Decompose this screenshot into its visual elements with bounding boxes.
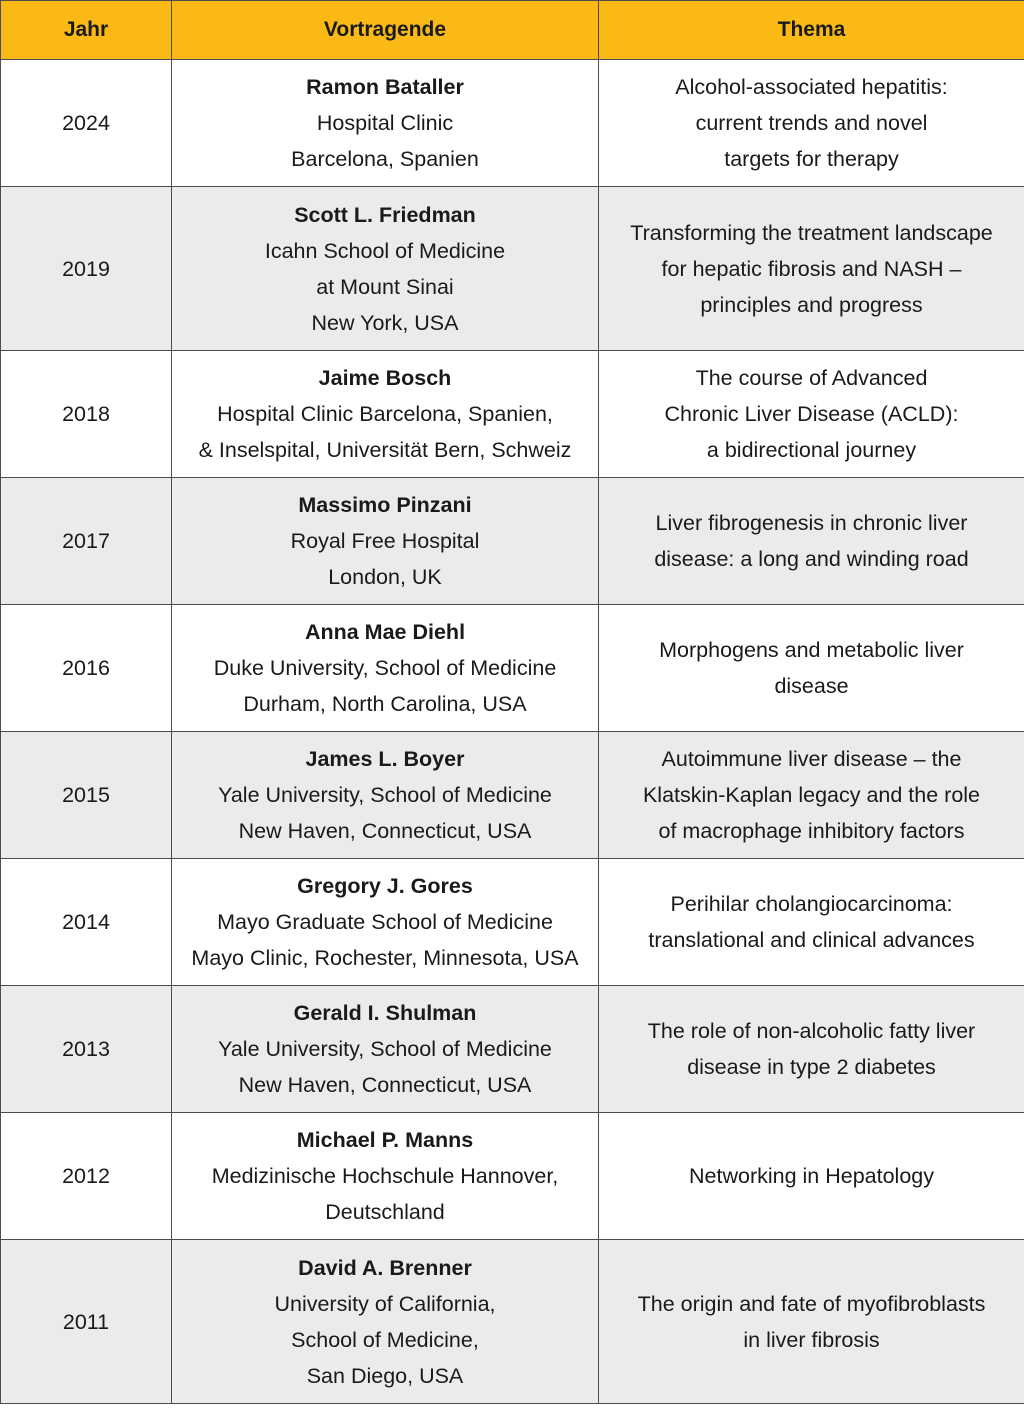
topic-line: The course of Advanced [695, 366, 928, 390]
speaker-affiliation-line: Hospital Clinic Barcelona, Spanien, [217, 402, 553, 426]
speaker-cell [172, 1113, 599, 1240]
speaker-affiliation-line: Duke University, School of Medicine [213, 656, 557, 680]
speaker-affiliation-line: Royal Free Hospital [290, 529, 480, 553]
year-cell: 2018 [1, 351, 172, 478]
topic-line: for hepatic fibrosis and NASH – [661, 256, 962, 281]
topic-cell [599, 60, 1024, 187]
topic-line: Alcohol-associated hepatitis: [675, 75, 948, 99]
speaker-affiliation-line: Yale University, School of Medicine [218, 783, 552, 807]
speaker-cell [172, 187, 599, 351]
speaker-name: Jaime Bosch [318, 366, 452, 390]
speaker-affiliation-line: School of Medicine, [291, 1327, 479, 1352]
table-row [1, 478, 1024, 605]
speaker-affiliation-line: New York, USA [311, 310, 459, 335]
topic-line: principles and progress [700, 292, 923, 317]
topic-cell [599, 986, 1024, 1113]
table-row [1, 986, 1024, 1113]
speaker-affiliation-line: Hospital Clinic [316, 111, 454, 135]
speaker-affiliation-line: Icahn School of Medicine [264, 238, 506, 263]
table-row [1, 732, 1024, 859]
topic-line: Transforming the treatment landscape [630, 220, 993, 245]
topic-line: disease: a long and winding road [654, 547, 969, 571]
year-cell: 2017 [1, 478, 172, 605]
table-row [1, 351, 1024, 478]
speaker-name: Gerald I. Shulman [293, 1001, 477, 1025]
header-row [1, 1, 1024, 60]
speaker-affiliation-line: Mayo Clinic, Rochester, Minnesota, USA [191, 946, 579, 970]
topic-line: Klatskin-Kaplan legacy and the role [642, 783, 981, 807]
topic-line: Liver fibrogenesis in chronic liver [655, 511, 968, 535]
speaker-cell [172, 859, 599, 986]
speaker-name: Scott L. Friedman [294, 202, 476, 227]
speaker-name: Ramon Bataller [306, 75, 464, 99]
topic-cell [599, 1240, 1024, 1404]
speaker-affiliation-line: Medizinische Hochschule Hannover, [211, 1164, 559, 1188]
topic-cell [599, 1113, 1024, 1240]
table-row [1, 60, 1024, 187]
topic-cell [599, 732, 1024, 859]
table-row [1, 1113, 1024, 1240]
topic-line: translational and clinical advances [648, 928, 975, 952]
speaker-name: Massimo Pinzani [298, 493, 472, 517]
year-cell: 2011 [1, 1240, 172, 1404]
table-body [1, 60, 1024, 1404]
topic-cell [599, 605, 1024, 732]
speaker-affiliation-line: at Mount Sinai [316, 274, 454, 299]
year-cell: 2013 [1, 986, 172, 1113]
header-speaker: Vortragende [172, 1, 599, 60]
year-cell: 2024 [1, 60, 172, 187]
speaker-cell [172, 605, 599, 732]
topic-line: current trends and novel [695, 111, 928, 135]
speaker-affiliation-line: New Haven, Connecticut, USA [238, 1073, 532, 1097]
topic-line: Perihilar cholangiocarcinoma: [670, 892, 953, 916]
speaker-name: Anna Mae Diehl [304, 620, 466, 644]
topic-line: The origin and fate of myofibroblasts [637, 1291, 986, 1316]
speaker-cell [172, 732, 599, 859]
speaker-cell [172, 351, 599, 478]
topic-cell [599, 351, 1024, 478]
topic-line: Morphogens and metabolic liver [659, 638, 964, 662]
topic-line: disease [774, 674, 849, 698]
speaker-affiliation-line: New Haven, Connecticut, USA [238, 819, 532, 843]
year-cell: 2016 [1, 605, 172, 732]
table-row [1, 859, 1024, 986]
speaker-name: James L. Boyer [305, 747, 465, 771]
topic-line: Networking in Hepatology [689, 1164, 934, 1188]
speaker-name: David A. Brenner [298, 1255, 472, 1280]
topic-cell [599, 859, 1024, 986]
speaker-cell [172, 986, 599, 1113]
year-cell: 2019 [1, 187, 172, 351]
topic-line: targets for therapy [724, 147, 899, 171]
topic-line: a bidirectional journey [706, 438, 917, 462]
speaker-affiliation-line: Mayo Graduate School of Medicine [217, 910, 553, 934]
topic-cell [599, 187, 1024, 351]
header-topic: Thema [599, 1, 1024, 60]
speaker-cell [172, 1240, 599, 1404]
table-row [1, 605, 1024, 732]
table-row [1, 1240, 1024, 1404]
speaker-cell [172, 478, 599, 605]
year-cell: 2014 [1, 859, 172, 986]
speaker-cell [172, 60, 599, 187]
header-year: Jahr [1, 1, 172, 60]
speaker-affiliation-line: & Inselspital, Universität Bern, Schweiz [198, 438, 572, 462]
year-cell: 2012 [1, 1113, 172, 1240]
year-cell: 2015 [1, 732, 172, 859]
speaker-affiliation-line: University of California, [274, 1291, 496, 1316]
topic-line: The role of non-alcoholic fatty liver [647, 1019, 976, 1043]
topic-line: disease in type 2 diabetes [687, 1055, 936, 1079]
topic-line: Autoimmune liver disease – the [661, 747, 962, 771]
speaker-name: Michael P. Manns [296, 1128, 474, 1152]
topic-line: of macrophage inhibitory factors [658, 819, 965, 843]
table-row [1, 187, 1024, 351]
speaker-affiliation-line: Barcelona, Spanien [291, 147, 479, 171]
topic-cell [599, 478, 1024, 605]
topic-line: in liver fibrosis [743, 1327, 880, 1352]
speaker-affiliation-line: San Diego, USA [306, 1363, 464, 1388]
speaker-affiliation-line: London, UK [328, 565, 442, 589]
speaker-affiliation-line: Deutschland [325, 1200, 445, 1224]
speaker-name: Gregory J. Gores [297, 874, 473, 898]
topic-line: Chronic Liver Disease (ACLD): [664, 402, 959, 426]
speaker-affiliation-line: Yale University, School of Medicine [218, 1037, 552, 1061]
speaker-affiliation-line: Durham, North Carolina, USA [243, 692, 527, 716]
